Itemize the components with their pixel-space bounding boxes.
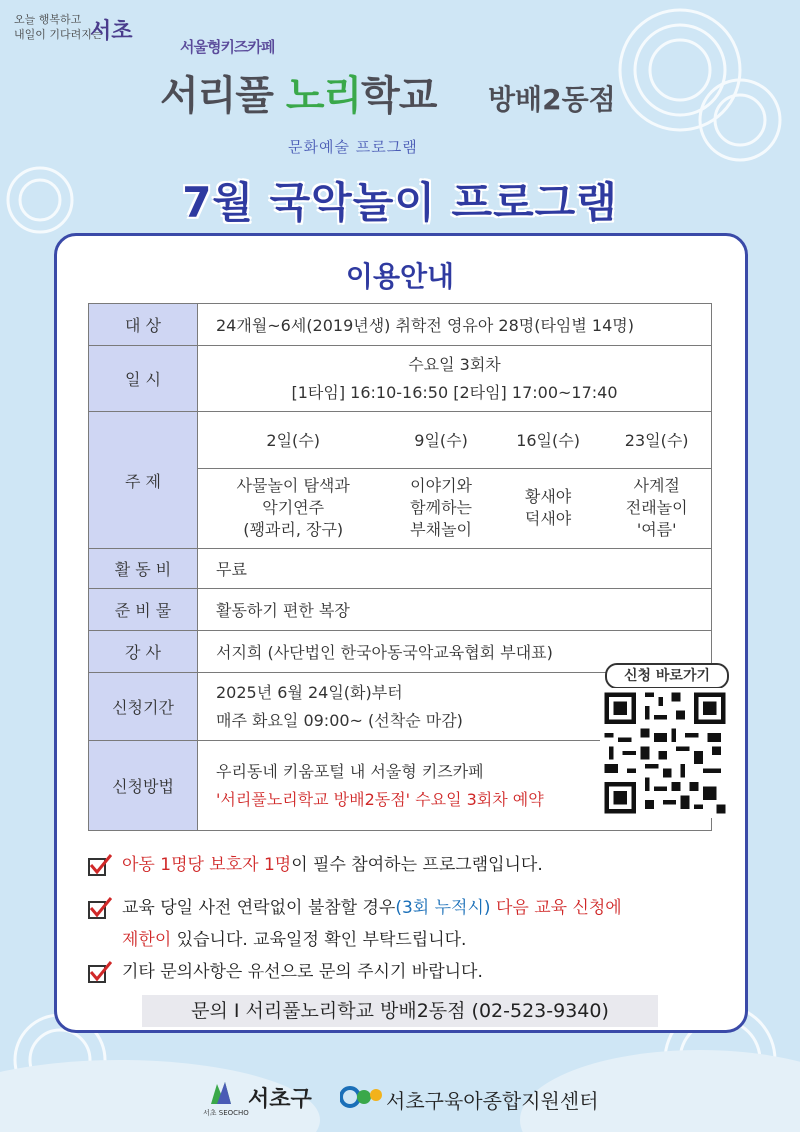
- label-period: 신청기간: [89, 673, 198, 741]
- slogan-line-2: 내일이 기다려지는: [14, 28, 103, 41]
- topic-item: [388, 468, 493, 548]
- row-fee: [89, 549, 712, 589]
- topic-text: (꽹과리, 장구): [243, 520, 344, 540]
- method-line-2: '서리풀노리학교 방배2동점' 수요일 3회차 예약: [216, 789, 544, 809]
- period-line-1: 2025년 6월 24일(화)부터: [216, 682, 403, 702]
- seocho-gu-logo-icon: [205, 1080, 241, 1108]
- contact-info: 문의 I 서리풀노리학교 방배2동점 (02-523-9340): [142, 995, 658, 1027]
- topic-date: 2일(수): [266, 431, 320, 451]
- card-title: 이용안내: [345, 260, 455, 293]
- note-2-red-2: 제한이: [122, 930, 172, 950]
- note-1: [88, 849, 543, 881]
- checkbox-checked-icon: [88, 854, 112, 876]
- sub-brand: 서울형키즈카페: [180, 38, 275, 56]
- value-fee: 무료: [198, 549, 712, 589]
- topic-text: 부채놀이: [410, 520, 472, 540]
- value-topic: [198, 412, 712, 549]
- note-2-red: 다음 교육 신청에: [490, 898, 622, 918]
- topic-text: 황새야: [524, 487, 572, 507]
- note-2: [88, 892, 622, 956]
- method-line-1: 우리동네 키움포털 내 서울형 키즈카페: [216, 761, 484, 781]
- culture-label: 문화예술 프로그램: [288, 138, 418, 156]
- schedule-line-2: [1타임] 16:10-16:50 [2타임] 17:00~17:40: [291, 382, 618, 402]
- topic-item: [602, 468, 711, 548]
- note-2-blue: (3회 누적시): [395, 898, 491, 918]
- slogan-line-1: 오늘 행복하고: [14, 13, 82, 26]
- note-1-text: 이 필수 참여하는 프로그램입니다.: [291, 855, 543, 875]
- checkbox-checked-icon: [88, 897, 112, 919]
- page-title: 7월 국악놀이 프로그램: [182, 178, 618, 227]
- row-schedule: [89, 346, 712, 412]
- row-prep: [89, 589, 712, 631]
- topic-item: [494, 468, 603, 548]
- note-1-highlight: 아동 1명당 보호자 1명: [122, 855, 292, 875]
- branch-name: 방배2동점: [488, 83, 616, 116]
- topic-text: 이야기와: [410, 476, 472, 496]
- topic-date: 9일(수): [414, 431, 468, 451]
- label-method: 신청방법: [89, 741, 198, 831]
- value-prep: 활동하기 편한 복장: [198, 589, 712, 631]
- topic-text: 사물놀이 탐색과: [236, 476, 350, 496]
- period-line-2: 매주 화요일 09:00~ (선착순 마감): [216, 710, 463, 730]
- topic-text: '여름': [636, 520, 677, 540]
- footer-seocho-gu: 서초구: [248, 1087, 312, 1112]
- topic-date: 23일(수): [624, 431, 689, 451]
- note-2-text: 교육 당일 사전 연락없이 불참할 경우: [122, 898, 396, 918]
- footer-childcare-center: 서초구육아종합지원센터: [386, 1089, 599, 1113]
- school-name-c: 학교: [361, 73, 437, 119]
- note-3: [88, 956, 483, 988]
- row-topic: [89, 412, 712, 549]
- topic-text: 사계절: [633, 476, 680, 496]
- topic-text: 덕새야: [524, 509, 572, 529]
- seocho-gu-logo-caption: 서초 SEOCHO: [203, 1109, 249, 1117]
- childcare-center-logo-icon: [340, 1084, 384, 1110]
- schedule-line-1: 수요일 3회차: [408, 354, 501, 374]
- value-instructor: 서지희 (사단법인 한국아동국악교육협회 부대표): [198, 631, 712, 673]
- label-instructor: 강 사: [89, 631, 198, 673]
- topic-text: 함께하는: [410, 498, 472, 518]
- school-name-a: 서리풀: [160, 73, 286, 119]
- label-target: 대 상: [89, 304, 198, 346]
- value-target: 24개월~6세(2019년생) 취학전 영유아 28명(타임별 14명): [198, 304, 712, 346]
- qr-code-icon[interactable]: [600, 688, 730, 818]
- topic-date: 16일(수): [516, 431, 580, 451]
- seocho-logo-text: 서초: [90, 19, 133, 44]
- school-name-nori: 노리: [285, 73, 362, 119]
- note-2-text-2: 있습니다. 교육일정 확인 부탁드립니다.: [171, 930, 467, 950]
- checkbox-checked-icon: [88, 961, 112, 983]
- topic-item: [198, 468, 388, 548]
- topic-grid: [198, 412, 711, 548]
- label-prep: 준 비 물: [89, 589, 198, 631]
- note-3-text: 기타 문의사항은 유선으로 문의 주시기 바랍니다.: [122, 962, 483, 982]
- label-schedule: 일 시: [89, 346, 198, 412]
- value-schedule: [198, 346, 712, 412]
- label-topic: 주 제: [89, 412, 198, 549]
- label-fee: 활 동 비: [89, 549, 198, 589]
- topic-text: 전래놀이: [625, 498, 688, 518]
- row-target: [89, 304, 712, 346]
- school-name: [160, 64, 436, 121]
- topic-text: 악기연주: [262, 498, 325, 518]
- qr-shortcut-label[interactable]: 신청 바로가기: [605, 663, 729, 689]
